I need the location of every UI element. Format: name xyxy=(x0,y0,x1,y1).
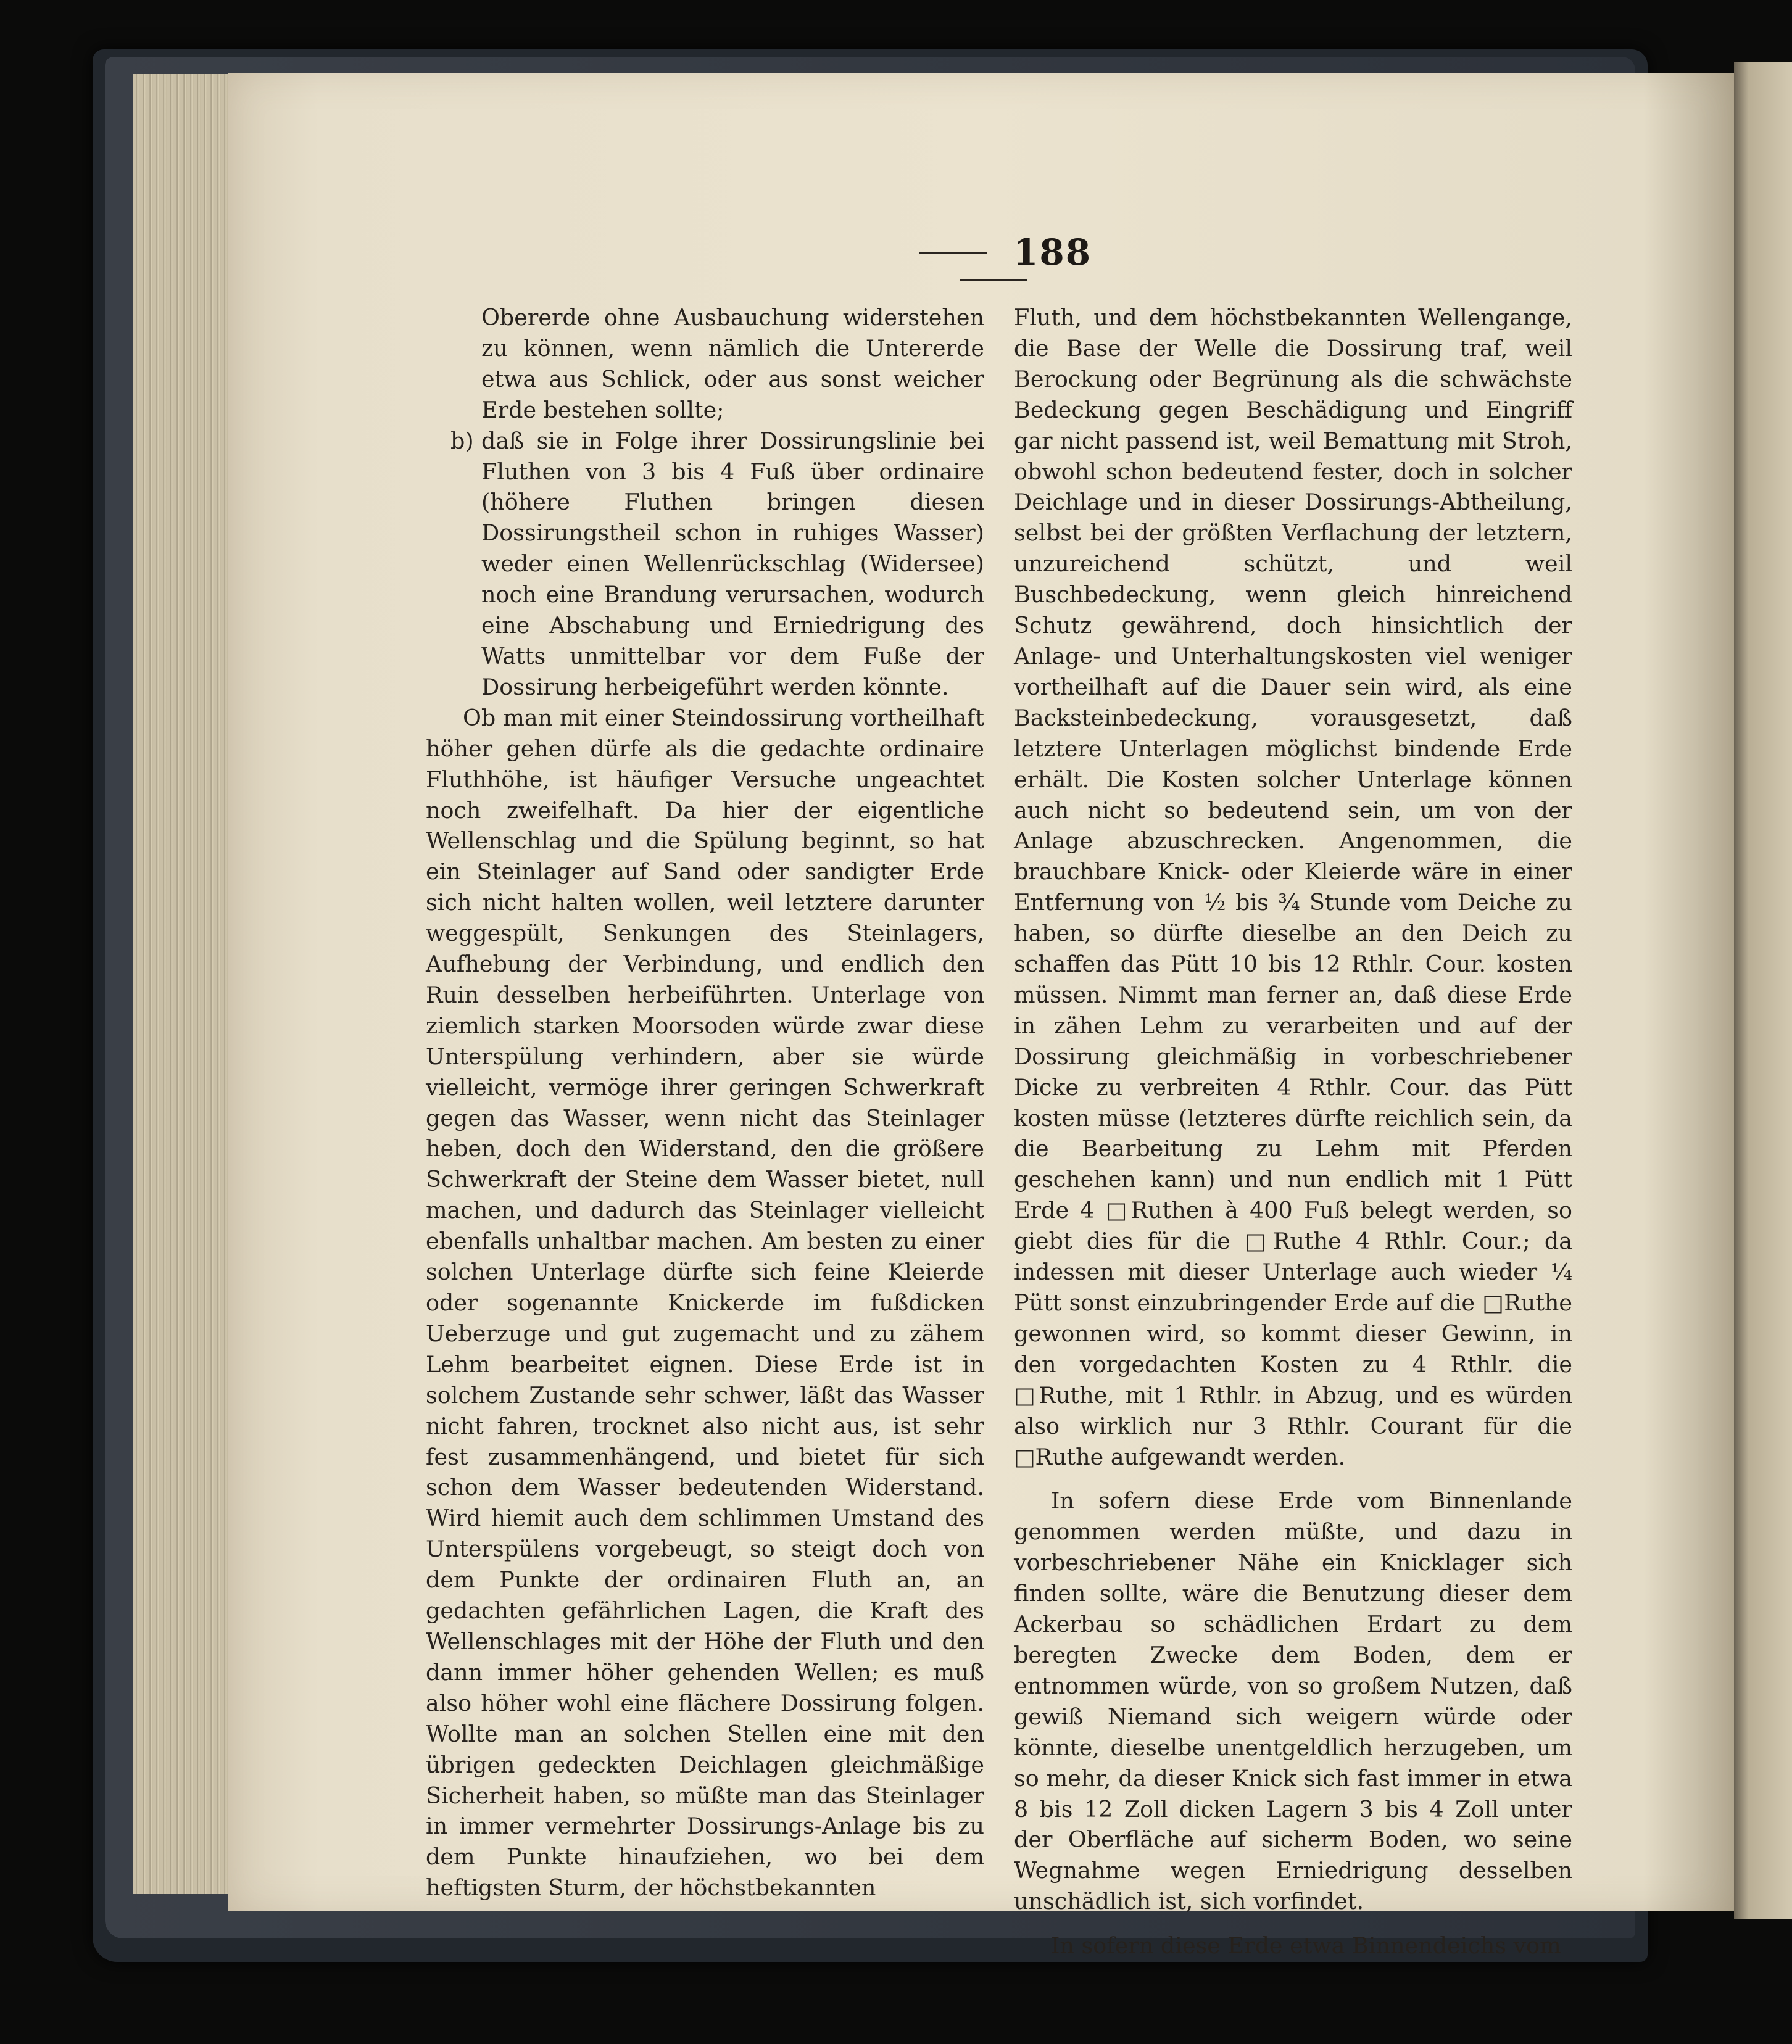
list-marker: b) xyxy=(450,427,474,454)
list-item-text: daß sie in Folge ihrer Dossirungslinie bei Fluthen von 3 bis 4 Fuß über ordinaire (höhere Fluthen bringen diesen Dossirungstheil schon in ruhiges Wasser) weder einen Wellenrückschlag (Widersee) noch eine Brandung verursachen, wodurch eine Abschabung und Erniedrigung des Watts unmittelbar vor dem Fuße der Dossirung herbeigeführt werden könnte. xyxy=(481,427,984,700)
header-rule-left xyxy=(919,252,987,254)
page-header xyxy=(839,231,1148,287)
facing-page-edge xyxy=(1734,62,1792,1919)
list-item-b xyxy=(426,426,984,703)
body-paragraph: Ob man mit einer Steindossirung vortheilhaft höher gehen dürfe als die gedachte ordinaire Fluthhöhe, ist häufiger Versuche ungeachtet noch zweifelhaft. Da hier der eigentliche Wellenschlag und die Spülung beginnt, so hat ein Steinlager auf Sand oder sandigter Erde sich nicht halten wollen, weil letztere darunter weggespült, Senkungen des Steinlagers, Aufhebung der Verbindung, und endlich den Ruin desselben herbeiführten. Unterlage von ziemlich starken Moorsoden würde zwar diese Unterspülung verhindern, aber sie würde vielleicht, vermöge ihrer geringen Schwerkraft gegen das Wasser, wenn nicht das Steinlager heben, doch den Widerstand, den die größere Schwerkraft der Steine dem Wasser bietet, null machen, und dadurch das Steinlager vielleicht ebenfalls unhaltbar machen. Am besten zu einer solchen Unterlage dürfte sich feine Kleierde oder sogenannte Knickerde im fußdicken Ueberzuge und gut zugemacht und zu zähem Lehm bearbeitet eignen. Diese Erde ist in solchem Zustande sehr schwer, läßt das Wasser nicht fahren, trocknet also nicht aus, ist sehr fest zusammenhängend, und bietet für sich schon dem Wasser bedeutenden Widerstand. Wird hiemit auch dem schlimmen Umstand des Unterspülens vorgebeugt, so steigt doch von dem Punkte der ordinairen Fluth an, an gedachten gefährlichen Lagen, die Kraft des Wellenschlages mit der Höhe der Fluth und den dann immer höher gehenden Wellen; es muß also höher wohl eine flächere Dossirung folgen. Wollte man an solchen Stellen eine mit den übrigen gedeckten Deichlagen gleichmäßige Sicherheit haben, so müßte man das Steinlager in immer vermehrter Dossirungs-Anlage bis zu dem Punkte hinaufziehen, wo bei dem heftigsten Sturm, der höchstbekannten xyxy=(426,704,984,1901)
left-text-column xyxy=(426,302,984,1903)
body-paragraph: Fluth, und dem höchstbekannten Wellengange, die Base der Welle die Dossirung traf, weil Berockung oder Begrünung als die schwächste Bedeckung gegen Beschädigung und Eingriff gar nicht passend ist, weil Bemattung mit Stroh, obwohl schon bedeutend fester, doch in solcher Deichlage und in dieser Dossirungs-Abtheilung, selbst bei der größten Verflachung der letztern, unzureichend schützt, und weil Buschbedeckung, wenn gleich hinreichend Schutz gewährend, doch hinsichtlich der Anlage- und Unterhaltungskosten viel weniger vortheilhaft auf die Dauer sein wird, als eine Backsteinbedeckung, vorausgesetzt, daß letztere Unterlagen möglichst bindende Erde erhält. Die Kosten solcher Unterlage können auch nicht so bedeutend sein, um von der Anlage abzuschrecken. Angenommen, die brauchbare Knick- oder Kleierde wäre in einer Entfernung von ½ bis ¾ Stunde vom Deiche zu haben, so dürfte dieselbe an den Deich zu schaffen das Pütt 10 bis 12 Rthlr. Cour. kosten müssen. Nimmt man ferner an, daß diese Erde in zähen Lehm zu verarbeiten und auf der Dossirung gleichmäßig in vorbeschriebener Dicke zu verbreiten 4 Rthlr. Cour. das Pütt kosten müsse (letzteres dürfte reichlich sein, da die Bearbeitung zu Lehm mit Pferden geschehen kann) und nun endlich mit 1 Pütt Erde 4 □Ruthen à 400 Fuß belegt werden, so giebt dies für die □Ruthe 4 Rthlr. Cour.; da indessen mit dieser Unterlage auch wieder ¼ Pütt sonst einzubringender Erde auf die □Ruthe gewonnen wird, so kommt dieser Gewinn, in den vorgedachten Kosten zu 4 Rthlr. die □Ruthe, mit 1 Rthlr. in Abzug, und es würden also wirklich nur 3 Rthlr. Courant für die □Ruthe aufgewandt werden. xyxy=(1014,304,1572,1470)
body-paragraph: In sofern diese Erde etwa Binnendeichs vom xyxy=(1051,1932,1561,1959)
header-rule-right xyxy=(960,279,1027,281)
right-text-column xyxy=(1014,302,1572,1961)
page-number: 188 xyxy=(1013,231,1092,273)
body-paragraph: In sofern diese Erde vom Binnenlande genommen werden müßte, und dazu in vorbeschriebener Nähe ein Knicklager sich finden sollte, wäre die Benutzung dieser dem Ackerbau so schädlichen Erdart zu dem beregten Zwecke dem Boden, dem er entnommen würde, von so großem Nutzen, daß gewiß Niemand sich weigern würde oder könnte, dieselbe unentgeldlich herzugeben, um so mehr, da dieser Knick sich fast immer in etwa 8 bis 12 Zoll dicken Lagern 3 bis 4 Zoll unter der Oberfläche auf sicherm Boden, wo seine Wegnahme wegen Erniedrigung desselben unschädlich ist, sich vorfindet. xyxy=(1014,1487,1572,1915)
page-stack-edge xyxy=(133,74,233,1894)
paragraph-gap xyxy=(1014,1472,1572,1486)
hanging-paragraph: Obererde ohne Ausbauchung widerstehen zu können, wenn nämlich die Untererde etwa aus Schlick, oder aus sonst weicher Erde bestehen sollte; xyxy=(481,304,984,423)
paragraph-gap xyxy=(1014,1917,1572,1930)
